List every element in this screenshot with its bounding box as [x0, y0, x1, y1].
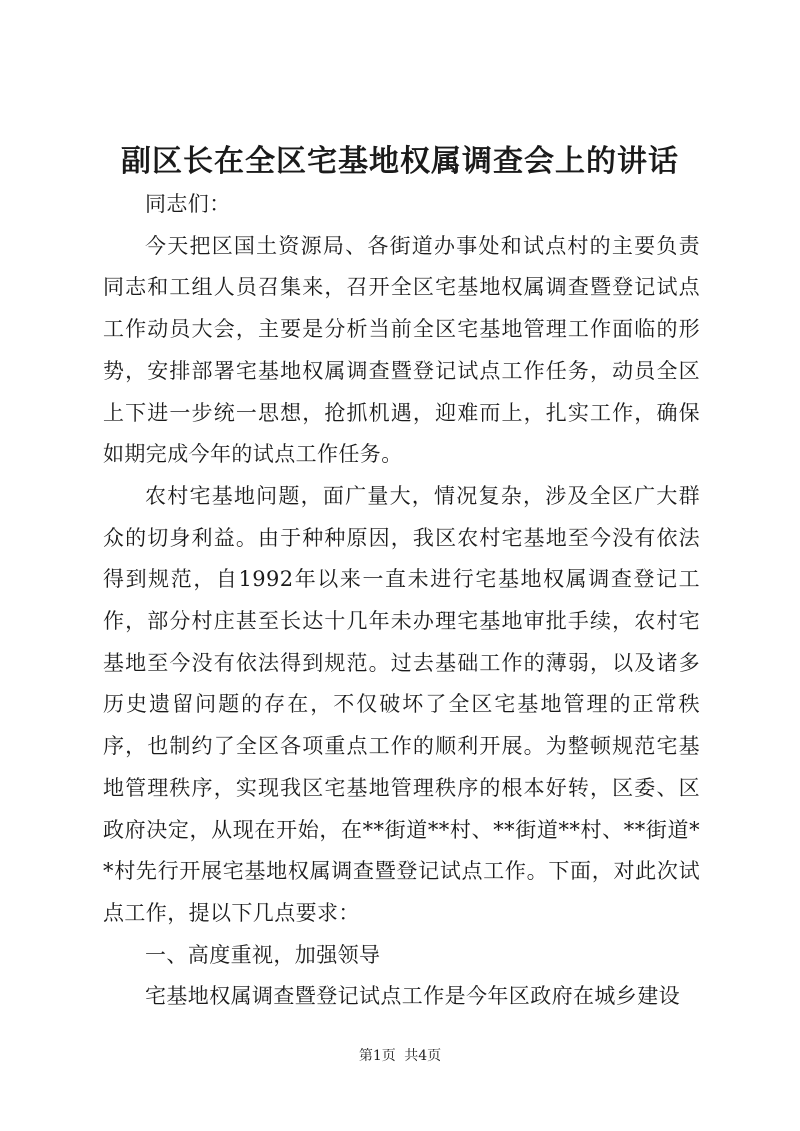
page-number: 第1页	[358, 1048, 396, 1064]
salutation: 同志们：	[145, 192, 231, 216]
paragraph-intro: 今天把区国土资源局、各街道办事处和试点村的主要负责同志和工组人员召集来，召开全区宅基地权属调查暨登记试点工作动员大会，主要是分析当前全区宅基地管理工作面临的形势，安排部署宅基地权属调查暨登记试点工作任务，动员全区上下进一步统一思想，抢抓机遇，迎难而上，扎实工作，确保如期完成今年的试点工作任务。	[103, 233, 700, 467]
section-heading: 一、高度重视，加强领导	[145, 942, 381, 967]
page-total: 共4页	[404, 1048, 442, 1064]
paragraph-background: 农村宅基地问题，面广量大，情况复杂，涉及全区广大群众的切身利益。由于种种原因，我区农村宅基地至今没有依法得到规范，自1992年以来一直未进行宅基地权属调查登记工作，部分村庄甚至长达十几年未办理宅基地审批手续，农村宅基地至今没有依法得到规范。过去基础工作的薄弱，以及诸多历史遗留问题的存在，不仅破坏了全区宅基地管理的正常秩序，也制约了全区各项重点工作的顺利开展。为整顿规范宅基地管理秩序，实现我区宅基地管理秩序的根本好转，区委、区政府决定，从现在开始，在**街道**村、**街道**村、**街道**村先行开展宅基地权属调查暨登记试点工作。下面，对此次试点工作，提以下几点要求：	[103, 483, 700, 925]
page-footer	[0, 1046, 800, 1066]
document-body	[103, 184, 700, 1018]
paragraph-section-one: 宅基地权属调查暨登记试点工作是今年区政府在城乡建设	[145, 984, 680, 1009]
document-title: 副区长在全区宅基地权属调查会上的讲话	[121, 144, 679, 179]
